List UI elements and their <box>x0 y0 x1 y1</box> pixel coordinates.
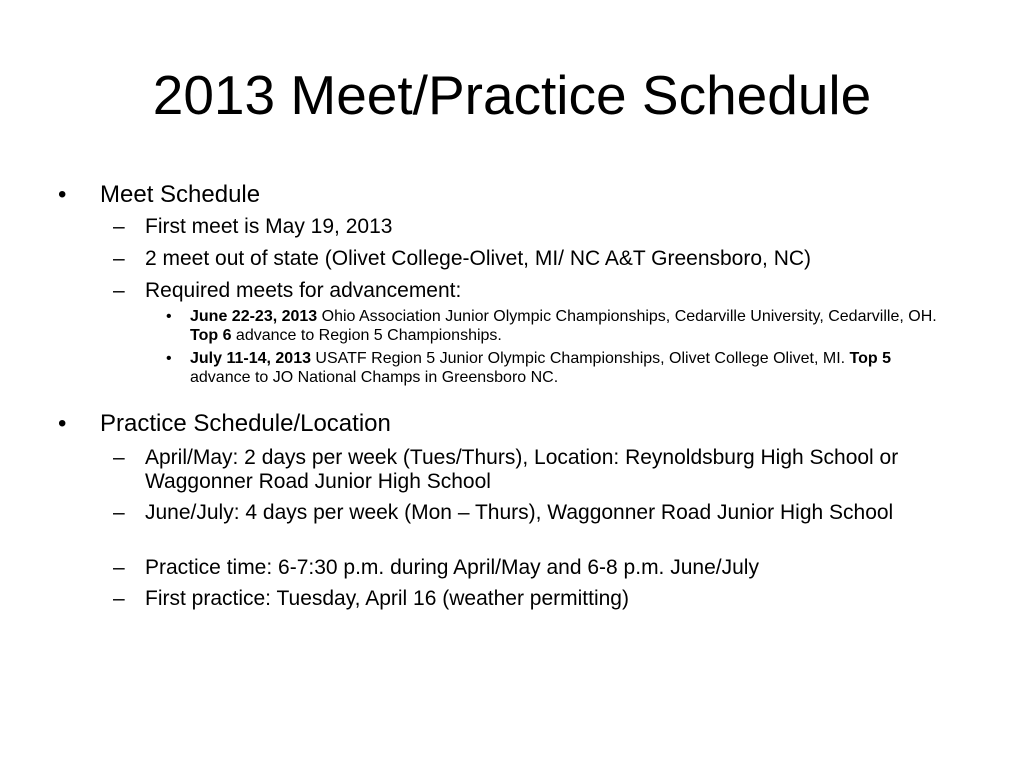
meet-date: June 22-23, 2013 <box>190 308 318 325</box>
sub-item-text: First practice: Tuesday, April 16 (weather permitting) <box>145 587 629 610</box>
meet-description-tail: advance to JO National Champs in Greensboro NC. <box>190 369 559 386</box>
bullet-marker: • <box>166 308 172 325</box>
sub-item-april-may <box>113 446 975 494</box>
meet-date: July 11-14, 2013 <box>190 350 311 367</box>
bullet-marker: • <box>58 410 67 437</box>
sub-item-text: 2 meet out of state (Olivet College-Olivet, MI/ NC A&T Greensboro, NC) <box>145 247 812 270</box>
meet-item-june <box>166 307 950 345</box>
dash-marker: – <box>113 247 125 270</box>
meet-description-tail: advance to Region 5 Championships. <box>231 327 502 344</box>
sub-item-text: Required meets for advancement: <box>145 279 462 302</box>
sub-item-first-practice <box>113 587 975 611</box>
advance-count: Top 6 <box>190 327 232 344</box>
dash-marker: – <box>113 501 125 524</box>
dash-marker: – <box>113 215 125 238</box>
meet-item-july <box>166 349 950 387</box>
dash-marker: – <box>113 446 125 469</box>
sub-item-out-of-state <box>113 247 975 271</box>
sub-item-required-meets <box>113 279 975 303</box>
sub-item-text: June/July: 4 days per week (Mon – Thurs), Waggonner Road Junior High School <box>145 501 894 524</box>
dash-marker: – <box>113 587 125 610</box>
bullet-practice-schedule <box>58 410 980 438</box>
slide-title: 2013 Meet/Practice Schedule <box>152 64 872 126</box>
sub-item-text: First meet is May 19, 2013 <box>145 215 393 238</box>
sub-item-text: Practice time: 6-7:30 p.m. during April/May and 6-8 p.m. June/July <box>145 556 759 579</box>
section-heading: Meet Schedule <box>100 181 261 208</box>
sub-item-june-july <box>113 501 975 525</box>
bullet-meet-schedule <box>58 181 980 209</box>
dash-marker: – <box>113 279 125 302</box>
sub-item-text: April/May: 2 days per week (Tues/Thurs), Location: Reynoldsburg High School or Waggonner Road Junior High School <box>145 446 899 493</box>
section-heading: Practice Schedule/Location <box>100 410 391 437</box>
bullet-marker: • <box>58 181 67 208</box>
meet-description: USATF Region 5 Junior Olympic Championships, Olivet College Olivet, MI. <box>310 350 850 367</box>
sub-item-practice-time <box>113 556 975 580</box>
sub-item-first-meet <box>113 215 975 239</box>
advance-count: Top 5 <box>849 350 892 367</box>
dash-marker: – <box>113 556 125 579</box>
meet-description: Ohio Association Junior Olympic Championships, Cedarville University, Cedarville, OH. <box>317 308 937 325</box>
bullet-marker: • <box>166 350 172 367</box>
